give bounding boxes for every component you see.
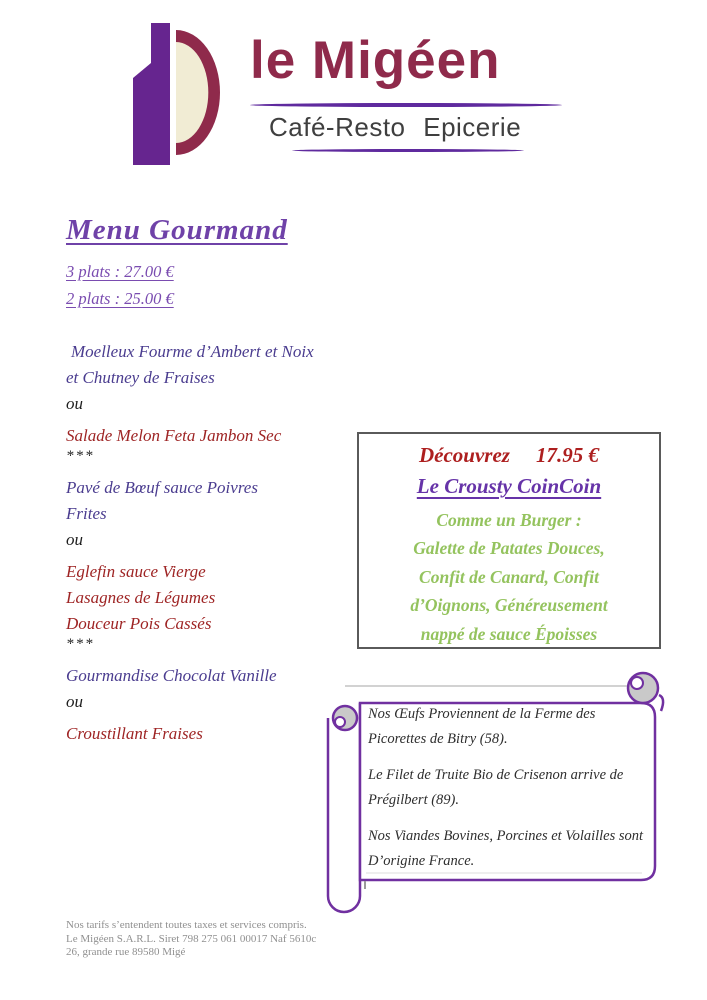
menu-item: Pavé de Bœuf sauce Poivres <box>66 478 258 497</box>
brand-title: le Migéen <box>250 31 501 90</box>
menu-item: Douceur Pois Cassés <box>66 614 212 633</box>
price-3-plats: 3 plats : 27.00 € <box>66 262 174 281</box>
provenance-paragraph: Nos Viandes Bovines, Porcines et Volailles sont D’origine France. <box>368 828 644 869</box>
menu-title: Menu Gourmand <box>66 214 288 246</box>
menu-item: et Chutney de Fraises <box>66 368 215 387</box>
footer-line: 26, grande rue 89580 Migé <box>66 946 186 958</box>
promo-description-line: Confit de Canard, Confit <box>419 566 599 587</box>
menu-items <box>66 339 366 747</box>
underline-swoosh-top <box>250 103 562 107</box>
brand-tagline: Café-Resto Epicerie <box>269 112 522 142</box>
promo-description-line: nappé de sauce Époisses <box>420 623 598 644</box>
footer-legal <box>66 919 316 960</box>
promo-discover-label: Découvrez <box>419 443 510 467</box>
menu-separator-stars: *** <box>66 636 95 652</box>
underline-swoosh-bottom <box>292 149 524 152</box>
promo-title: Le Crousty CoinCoin <box>416 474 602 498</box>
menu-item: Gourmandise Chocolat Vanille <box>66 666 277 685</box>
promo-subtitle: Comme un Burger : <box>436 510 582 530</box>
promo-description-line: Galette de Patates Douces, <box>413 538 605 558</box>
menu-separator-ou: ou <box>66 394 83 413</box>
promo-header <box>359 443 659 468</box>
footer-line: Le Migéen S.A.R.L. Siret 798 275 061 00017 Naf 5610c <box>66 932 317 945</box>
promo-box <box>357 432 661 649</box>
menu-separator-ou: ou <box>66 530 83 549</box>
footer-line: Nos tarifs s’entendent toutes taxes et services compris. <box>66 919 307 931</box>
menu-item: Croustillant Fraises <box>66 724 203 743</box>
provenance-note <box>368 702 646 885</box>
wine-bottle-icon <box>133 23 170 165</box>
promo-description-line: d’Oignons, Généreusement <box>410 595 608 615</box>
provenance-paragraph: Nos Œufs Proviennent de la Ferme des Picorettes de Bitry (58). <box>368 706 596 747</box>
provenance-paragraph: Le Filet de Truite Bio de Crisenon arrive de Prégilbert (89). <box>368 767 624 808</box>
menu-separator-ou: ou <box>66 692 83 711</box>
promo-price: 17.95 € <box>535 443 599 467</box>
menu-item: Eglefin sauce Vierge <box>66 562 206 581</box>
menu-separator-stars: *** <box>66 448 95 464</box>
menu-item: Moelleux Fourme d’Ambert et Noix <box>71 342 314 361</box>
menu-item: Salade Melon Feta Jambon Sec <box>66 426 282 445</box>
menu-prices <box>66 258 174 312</box>
price-2-plats: 2 plats : 25.00 € <box>66 289 174 308</box>
menu-item: Frites <box>66 504 107 523</box>
menu-item: Lasagnes de Légumes <box>66 588 216 607</box>
brand-logo-icon <box>118 16 228 168</box>
